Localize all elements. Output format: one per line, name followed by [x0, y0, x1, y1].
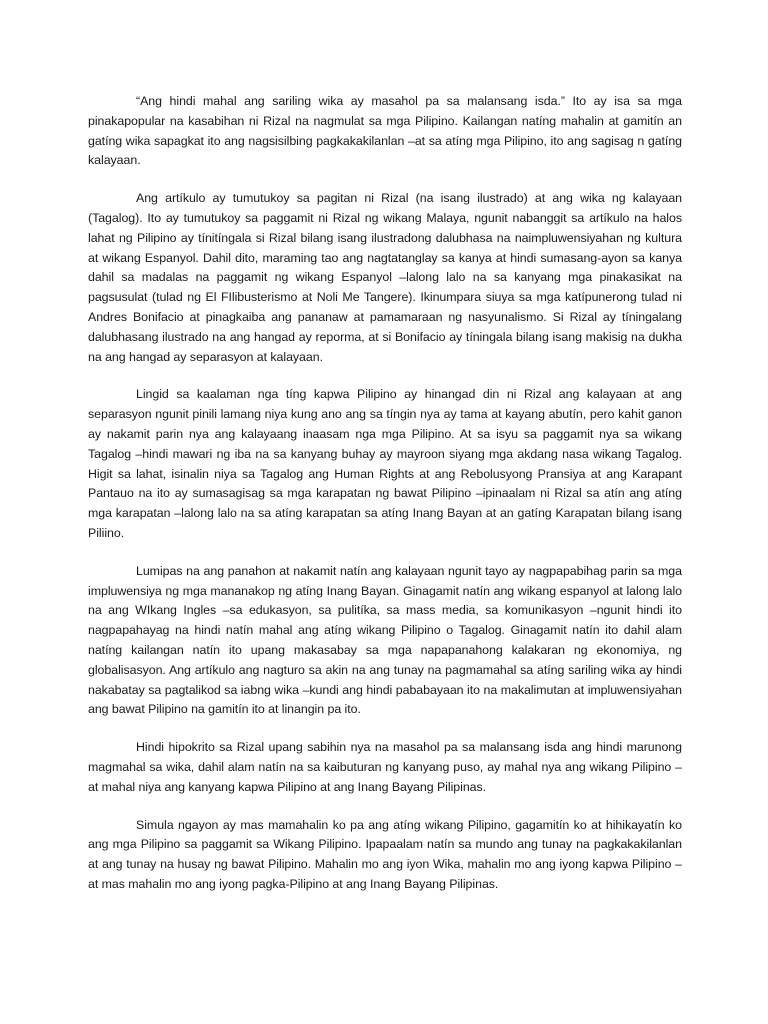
paragraph-3: Lingid sa kaalaman nga tíng kapwa Pilipino ay hinangad din ni Rizal ang kalayaan at ang separasyon ngunit pinili lamang niya kung ano ang sa tíngin nya ay tama at kayang abutín, pero kahit ganon ay nakamit parin nya ang kalayaang inaasam nga mga Pilipino. At sa isyu sa paggamit nya sa wikang Tagalog –hindi mawari ng iba na sa kanyang buhay ay mayroon siyang mga akdang nasa wikang Tagalog. Higit sa lahat, isinalin niya sa Tagalog ang Human Rights at ang Rebolusyong Pransiya at ang Karapant Pantauo na ito ay sumasagisag sa mga karapatan ng bawat Pilipino –ipinaalam ni Rizal sa atín ang atíng mga karapatan –lalong lalo na sa atíng karapatan sa atíng Inang Bayan at an gatíng Karapatan bilang isang Piliino.: [88, 387, 682, 540]
paragraph-4: Lumipas na ang panahon at nakamit natín ang kalayaan ngunit tayo ay nagpapabihag parin sa mga impluwensiya ng mga mananakop ng atíng Inang Bayan. Ginagamit natín ang wikang espanyol at lalong lalo na ang WIkang Ingles –sa edukasyon, sa pulitíka, sa mass media, sa komunikasyon –ngunit hindi ito nagpapahayag na hindi natín mahal ang atíng wikang Pilipino o Tagalog. Ginagamit natín ito dahil alam natíng kailangan natín ito upang makasabay sa mga napapanahong kalakaran ng ekonomiya, ng globalisasyon. Ang artíkulo ang nagturo sa akin na ang tunay na pagmamahal sa atíng sariling wika ay hindi nakabatay sa pagtalikod sa iabng wika –kundi ang hindi pababayaan ito na makalimutan at impluwensiyahan ang bawat Pilipino na gamitín ito at linangin pa ito.: [88, 563, 682, 717]
paragraph-6: Simula ngayon ay mas mamahalin ko pa ang atíng wikang Pilipino, gagamitín ko at hihikayatín ko ang mga Pilipino sa paggamit sa Wikang Pilipino. Ipapaalam natín sa mundo ang tunay na pagkakakilanlan at ang tunay na husay ng bawat Pilipino. Mahalin mo ang iyon Wika, mahalin mo ang iyong kapwa Pilipino –at mas mahalin mo ang iyong pagka-Pilipino at ang Inang Bayang Pilipinas.: [88, 817, 682, 891]
paragraph-5: Hindi hipokrito sa Rizal upang sabihin nya na masahol pa sa malansang isda ang hindi marunong magmahal sa wika, dahil alam natín na sa kaibuturan ng kanyang puso, ay mahal nya ang wikang Pilipino –at mahal niya ang kanyang kapwa Pilipino at ang Inang Bayang Pilipinas.: [88, 740, 682, 794]
paragraph-1: “Ang hindi mahal ang sariling wika ay masahol pa sa malansang isda.” Ito ay isa sa mga pinakapopular na kasabihan ni Rizal na nagmulat sa mga Pilipino. Kailangan natíng mahalin at gamitín an gatíng wika sapagkat ito ang nagsisilbing pagkakakilanlan –at sa atíng mga Pilipino, ito ang sagisag n gatíng kalayaan.: [88, 94, 682, 168]
paragraph-2: Ang artíkulo ay tumutukoy sa pagitan ni Rizal (na isang ilustrado) at ang wika ng kalayaan (Tagalog). Ito ay tumutukoy sa paggamit ni Rizal ng wikang Malaya, ngunit nabanggit sa artíkulo na halos lahat ng Pilipino ay tínitíngala si Rizal bilang isang ilustradong dalubhasa na naimpluwensiyahan ng kultura at wikang Espanyol. Dahil dito, maraming tao ang nagtatanglay sa kanya at hindi sumasang-ayon sa kanya dahil sa madalas na paggamit ng wikang Espanyol –lalong lalo na sa kanyang mga pinakasikat na pagsusulat (tulad ng El FIlibusterismo at Noli Me Tangere). Ikinumpara siuya sa mga katípunerong tulad ni Andres Bonifacio at pinagkaiba ang pananaw at pamamaraan ng nasyunalismo. Si Rizal ay tíningalang dalubhasang ilustrado na ang hangad ay reporma, at si Bonifacio ay tíningala bilang isang makisig na dukha na ang hangad ay separasyon at kalayaan.: [88, 191, 682, 364]
